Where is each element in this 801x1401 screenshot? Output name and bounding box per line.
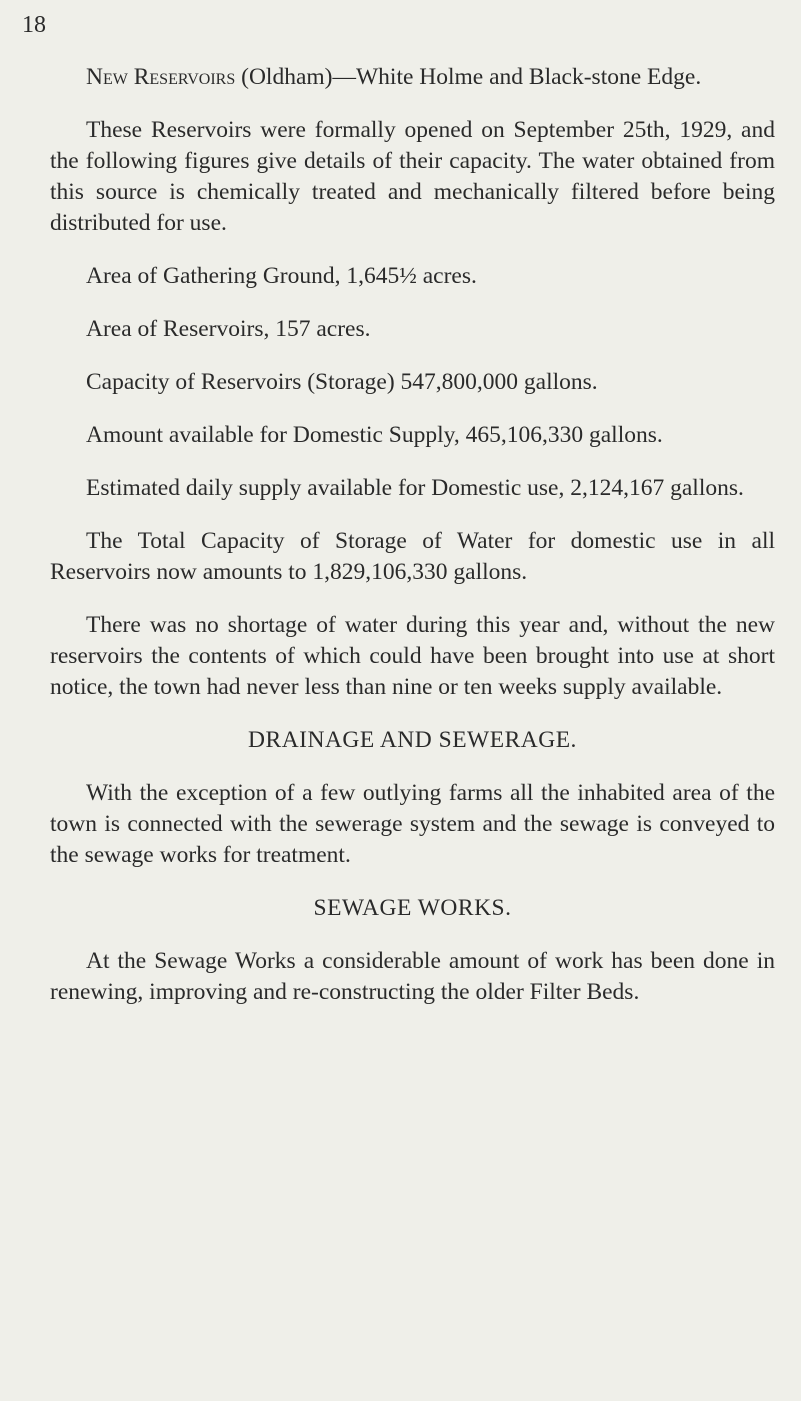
figure-storage-capacity: Capacity of Reservoirs (Storage) 547,800,000 gallons. (86, 369, 598, 395)
drainage-paragraph: With the exception of a few outlying farms all the inhabited area of the town is connected with the sewerage system and the sewage is conveyed to the sewage works for treatment. (50, 780, 775, 868)
section-title-rest: (Oldham)—White Holme and Black-stone Edge. (235, 64, 702, 90)
section-title (50, 62, 775, 93)
shortage-paragraph: There was no shortage of water during this year and, without the new reservoirs the contents of which could have been brought into use at short notice, the town had never less than nine or ten weeks supply available. (50, 612, 775, 700)
sewage-works-heading: SEWAGE WORKS. (313, 895, 512, 921)
drainage-heading: DRAINAGE AND SEWERAGE. (248, 727, 577, 753)
total-capacity-paragraph: The Total Capacity of Storage of Water for domestic use in all Reservoirs now amounts to 1,829,106,330 gallons. (50, 528, 775, 585)
page-content (50, 62, 775, 1030)
sewage-works-paragraph: At the Sewage Works a considerable amount of work has been done in renewing, improving and re-constructing the older Filter Beds. (50, 948, 775, 1005)
section-title-lead: New Reservoirs (86, 64, 236, 90)
page-number: 18 (22, 12, 46, 38)
figure-gathering-ground: Area of Gathering Ground, 1,645½ acres. (86, 263, 477, 289)
intro-paragraph: These Reservoirs were formally opened on September 25th, 1929, and the following figures give details of their capacity. The water obtained from this source is chemically treated and mechanically filtered before being distributed for use. (50, 117, 775, 236)
figure-domestic-supply: Amount available for Domestic Supply, 465,106,330 gallons. (86, 422, 663, 448)
figure-reservoir-area: Area of Reservoirs, 157 acres. (86, 316, 371, 342)
figure-daily-supply: Estimated daily supply available for Domestic use, 2,124,167 gallons. (86, 475, 744, 501)
